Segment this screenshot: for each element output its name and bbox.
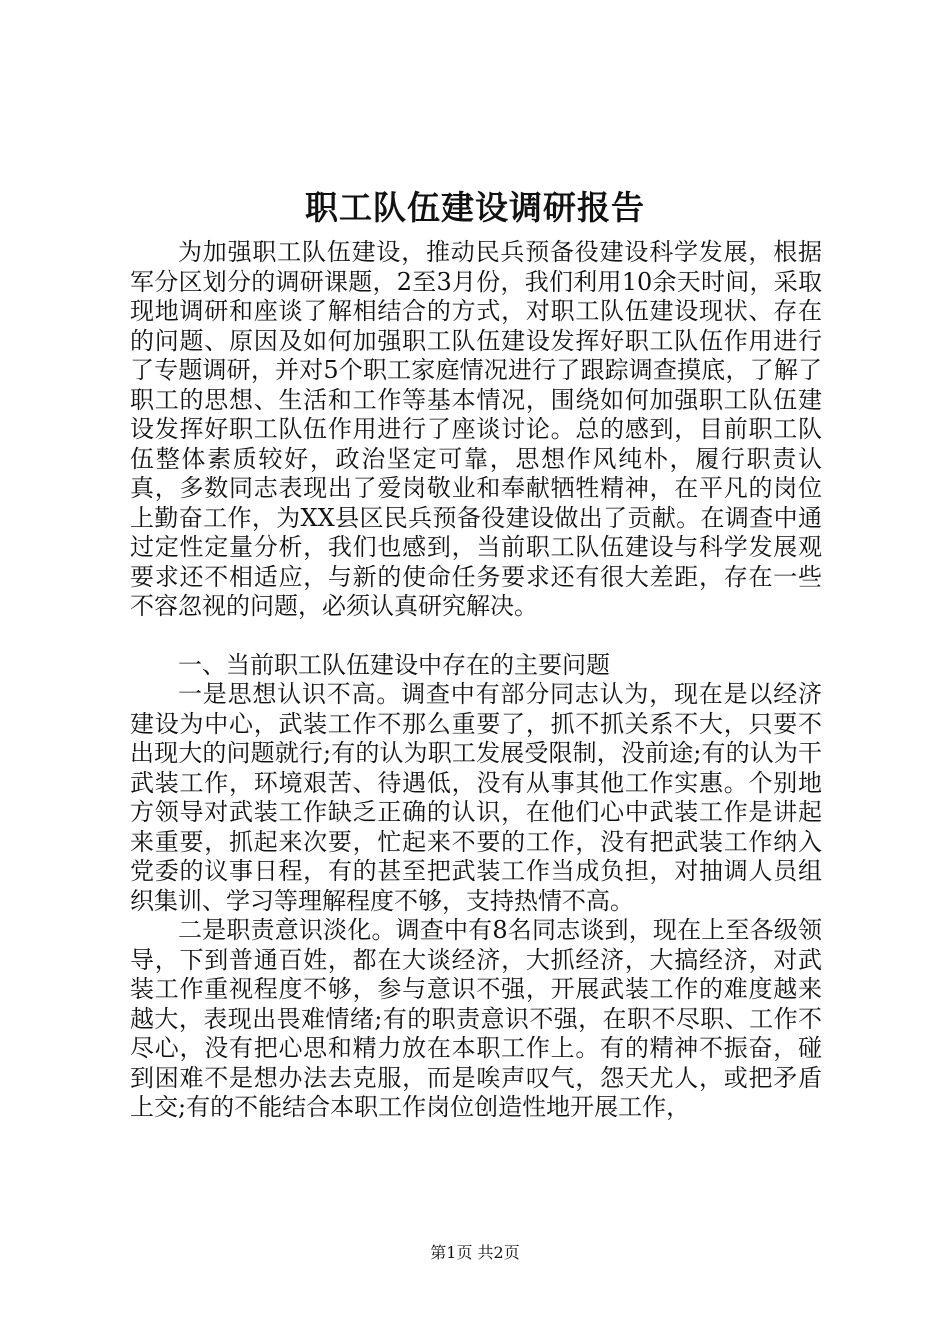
section-heading: 一、当前职工队伍建设中存在的主要问题: [178, 650, 610, 679]
page-number-footer: 第1页 共2页: [430, 1243, 520, 1262]
document-body: [130, 238, 822, 1123]
document-title: 职工队伍建设调研报告: [305, 188, 645, 227]
body-paragraph: 二是职责意识淡化。调查中有8名同志谈到，现在上至各级领导，下到普通百姓，都在大谈经济，大抓经济，大搞经济，对武装工作重视程度不够，参与意识不强，开展武装工作的难度越来越大，表现出畏难情绪;有的职责意识不强，在职不尽职、工作不尽心，没有把心思和精力放在本职工作上。有的精神不振奋，碰到困难不是想办法去克服，而是唉声叹气，怨天尤人，或把矛盾上交;有的不能结合本职工作岗位创造性地开展工作，: [130, 916, 822, 1121]
body-paragraph: 一是思想认识不高。调查中有部分同志认为，现在是以经济建设为中心，武装工作不那么重要了，抓不抓关系不大，只要不出现大的问题就行;有的认为职工发展受限制，没前途;有的认为干武装工作，环境艰苦、待遇低，没有从事其他工作实惠。个别地方领导对武装工作缺乏正确的认识，在他们心中武装工作是讲起来重要，抓起来次要，忙起来不要的工作，没有把武装工作纳入党委的议事日程，有的甚至把武装工作当成负担，对抽调人员组织集训、学习等理解程度不够，支持热情不高。: [130, 680, 822, 915]
intro-paragraph: 为加强职工队伍建设，推动民兵预备役建设科学发展，根据军分区划分的调研课题，2至3月份，我们利用10余天时间，采取现地调研和座谈了解相结合的方式，对职工队伍建设现状、存在的问题、原因及如何加强职工队伍建设发挥好职工队伍作用进行了专题调研，并对5个职工家庭情况进行了跟踪调查摸底，了解了职工的思想、生活和工作等基本情况，围绕如何加强职工队伍建设发挥好职工队伍作用进行了座谈讨论。总的感到，目前职工队伍整体素质较好，政治坚定可靠，思想作风纯朴，履行职责认真，多数同志表现出了爱岗敬业和奉献牺牲精神，在平凡的岗位上勤奋工作，为XX县区民兵预备役建设做出了贡献。在调查中通过定性定量分析，我们也感到，当前职工队伍建设与科学发展观要求还不相适应，与新的使命任务要求还有很大差距，存在一些不容忽视的问题，必须认真研究解决。: [130, 238, 822, 620]
